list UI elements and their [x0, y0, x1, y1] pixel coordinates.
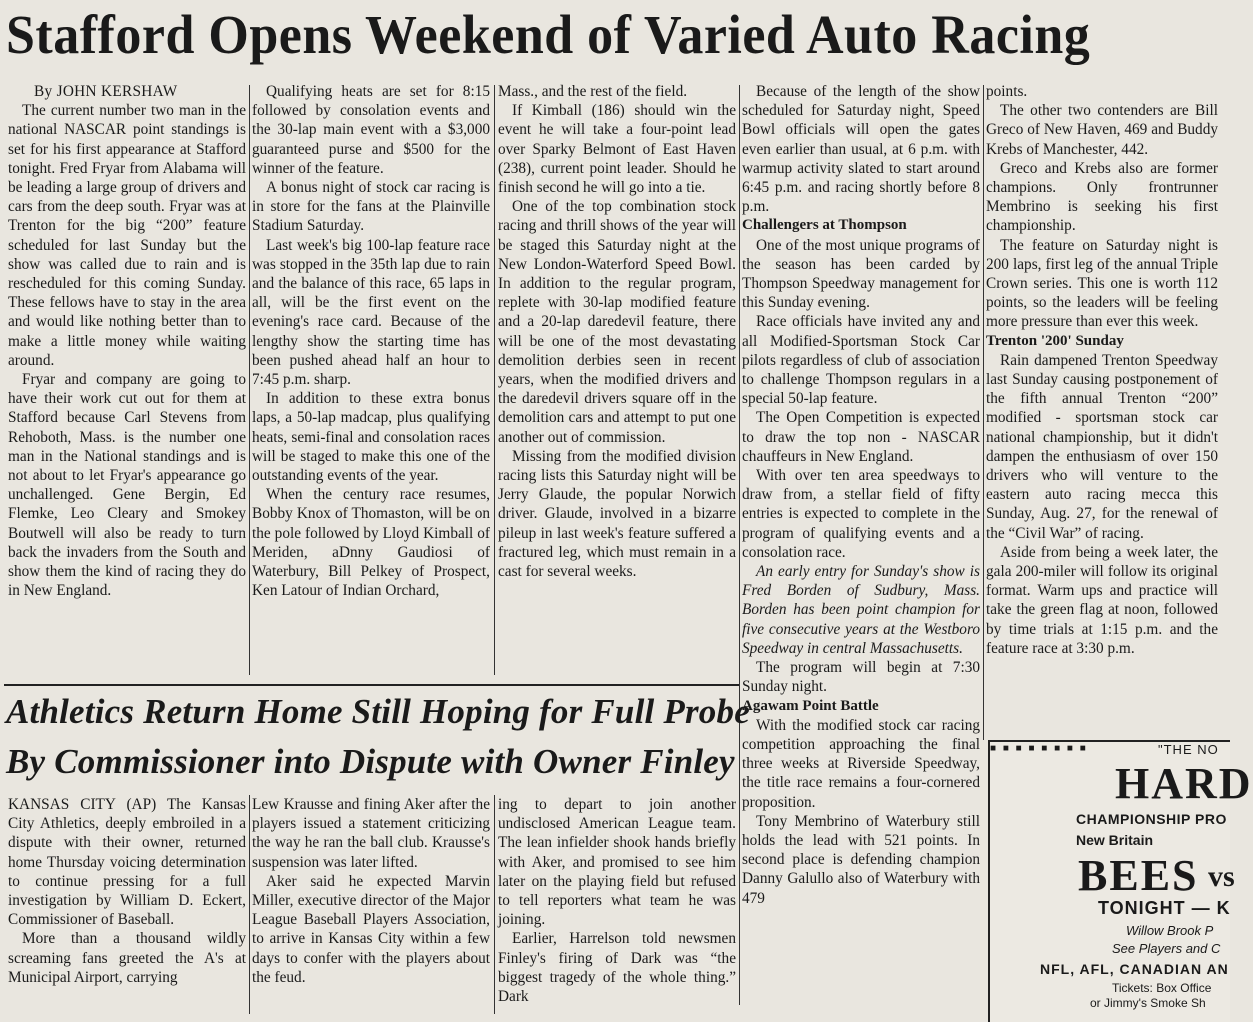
paragraph: If Kimball (186) should win the event he will take a four-point lead over Sparky Belmont of East Haven (238), current point leader. Should he finish second he will go into a tie. — [498, 102, 736, 197]
ad-line: NFL, AFL, CANADIAN AN — [1040, 961, 1229, 977]
article-column-1 — [8, 82, 246, 682]
ad-line: Willow Brook P — [1126, 923, 1214, 938]
subheading: Trenton '200' Sunday — [986, 332, 1124, 349]
paragraph: The other two contenders are Bill Greco of New Haven, 469 and Buddy Krebs of Manchester, 442. — [986, 102, 1218, 158]
column-rule — [983, 85, 984, 740]
paragraph: Race officials have invited any and all Modified-Sportsman Stock Car pilots regardless of club of association to challenge Thompson regulars in a special 50-lap feature. — [742, 313, 980, 408]
paragraph: With the modified stock car racing competition approaching the final three weeks at Riverside Speedway, the title race remains a four-cornered proposition. — [742, 716, 980, 811]
paragraph: Aside from being a week later, the gala 200-miler will follow its original format. Warm ups and practice will take the green flag at noon, followed by time trials at 1:15 p.m. and the feature race at 3:30 p.m. — [986, 543, 1218, 657]
column-rule — [494, 85, 495, 675]
section-divider — [4, 684, 739, 686]
article-column-2 — [252, 82, 490, 682]
column-rule — [249, 85, 250, 675]
byline: By JOHN KERSHAW — [34, 83, 178, 100]
paragraph: When the century race resumes, Bobby Knox of Thomaston, will be on the pole followed by Lloyd Kimball of Meriden, aDnny Gaudiosi of Waterbury, Bill Pelkey of Prospect, Ken Latour of Indian Orchard, — [252, 486, 490, 600]
article-column-4 — [742, 82, 980, 1012]
paragraph: points. — [986, 83, 1028, 100]
ad-title: HARD — [1115, 759, 1253, 808]
article-headline-line-2: By Commissioner into Dispute with Owner Finley — [6, 742, 735, 781]
paragraph: Last week's big 100-lap feature race was stopped in the 35th lap due to rain and the balance of this race, 65 laps in all, will be the first event on the evening's race card. Because of the lengthy show the starting time has been pushed ahead half an hour to 7:45 p.m. sharp. — [252, 236, 490, 389]
subheading: Agawam Point Battle — [742, 697, 879, 714]
article2-column-3 — [498, 795, 736, 1014]
paragraph: The Open Competition is expected to draw the top non - NASCAR chauffeurs in New England. — [742, 409, 980, 465]
paragraph: In addition to these extra bonus laps, a 50-lap madcap, plus qualifying heats, semi-final and consolation races will be staged to make this one of the outstanding events of the year. — [252, 390, 490, 485]
paragraph: An early entry for Sunday's show is Fred Borden of Sudbury, Mass. Borden has been point champion for five consecutive years at the Westboro Speedway in central Massachusetts. — [742, 563, 980, 657]
ad-line: "THE NO — [1158, 742, 1219, 757]
ad-line: Tickets: Box Office — [1112, 981, 1212, 995]
ad-team-name: BEES — [1078, 851, 1199, 900]
article-column-5 — [986, 82, 1218, 732]
paragraph: Qualifying heats are set for 8:15 followed by consolation events and the 30-lap main event with a $3,000 guaranteed purse and $500 for the winner of the feature. — [252, 83, 490, 177]
paragraph: One of the top combination stock racing and thrill shows of the year will be staged this Saturday night at the New London-Waterford Speed Bowl. In addition to the regular program, replete with 30-lap modified feature and a 20-lap daredevil feature, there will be one of the most devastating demolition derbies seen in recent years, when the modified drivers and the daredevil drivers square off in the demolition cars and attempt to put one another out of commission. — [498, 198, 736, 446]
ad-line: New Britain — [1076, 832, 1154, 848]
column-rule — [249, 795, 250, 1014]
ad-line: See Players and C — [1112, 941, 1221, 956]
paragraph: Rain dampened Trenton Speedway last Sunday causing postponement of the fifth annual Trenton “200” modified - sportsman stock car national championship, but it didn't dampen the enthusiasm of over 150 drivers who will venture to the eastern auto racing mecca this Sunday, Aug. 27, for the renewal of the “Civil War” of racing. — [986, 351, 1218, 542]
paragraph: Tony Membrino of Waterbury still holds the lead with 521 points. In second place is defending champion Danny Galullo also of Waterbury with 479 — [742, 812, 980, 907]
paragraph: Because of the length of the show scheduled for Saturday night, Speed Bowl officials will open the gates even earlier than usual, at 6 p.m. with warmup activity slated to start around 6:45 p.m. and racing shortly before 8 p.m. — [742, 83, 980, 216]
ad-dot-leader: ■ ■ ■ ■ ■ ■ ■ ■ — [990, 743, 1088, 754]
paragraph: A bonus night of stock car racing is in store for the fans at the Plainville Stadium Saturday. — [252, 179, 490, 235]
ad-line: or Jimmy's Smoke Sh — [1090, 996, 1206, 1010]
paragraph: Greco and Krebs also are former champions. Only frontrunner Membrino is seeking his first championship. — [986, 159, 1218, 235]
paragraph: Missing from the modified division racing lists this Saturday night will be Jerry Glaude, the popular Norwich driver. Glaude, involved in a bizarre pileup in last week's feature suffered a fractured leg, which must remain in a cast for several weeks. — [498, 447, 736, 581]
paragraph: The feature on Saturday night is 200 laps, first leg of the annual Triple Crown series. This one is worth 112 points, so the leaders will be feeling more pressure than ever this week. — [986, 236, 1218, 331]
paragraph: More than a thousand wildly screaming fans greeted the A's at Municipal Airport, carrying — [8, 930, 246, 986]
paragraph: Lew Krausse and fining Aker after the players issued a statement criticizing the way he ran the ball club. Krausse's suspension was later lifted. — [252, 796, 490, 871]
ad-line: CHAMPIONSHIP PRO — [1076, 811, 1227, 827]
paragraph: Earlier, Harrelson told newsmen Finley's firing of Dark was “the biggest tragedy of the whole thing.” Dark — [498, 930, 736, 1006]
article2-column-1 — [8, 795, 246, 1014]
article2-column-2 — [252, 795, 490, 1014]
article-headline-line-1: Athletics Return Home Still Hoping for Full Probe — [6, 692, 750, 731]
article-headline: Stafford Opens Weekend of Varied Auto Racing — [6, 5, 1091, 66]
paragraph: ing to depart to join another undisclosed American League team. The lean infielder shook hands briefly with Aker, and promised to see him later on the playing field but refused to tell reporters what team he was joining. — [498, 796, 736, 929]
ad-versus: vs — [1208, 860, 1235, 893]
paragraph: Aker said he expected Marvin Miller, executive director of the Major League Baseball Players Association, to arrive in Kansas City within a few days to confer with the players about the feud. — [252, 872, 490, 986]
paragraph: With over ten area speedways to draw from, a stellar field of fifty entries is expected to complete in the program of qualifying events and a consolation race. — [742, 467, 980, 561]
article-column-3 — [498, 82, 736, 682]
advertisement — [988, 740, 1253, 1022]
paragraph: One of the most unique programs of the season has been carded by Thompson Speedway management for this Sunday evening. — [742, 236, 980, 312]
paragraph: The program will begin at 7:30 Sunday night. — [742, 659, 980, 696]
paragraph: The current number two man in the national NASCAR point standings is set for his first appearance at Stafford tonight. Fred Fryar from Alabama will be leading a large group of drivers and cars from the deep south. Fryar was at Trenton for the big “200” feature scheduled for last Sunday but the show was called due to rain and is rescheduled for this coming Sunday. These fellows have to stay in the area and would like nothing better than to make a little money while waiting around. — [8, 102, 246, 369]
ad-line: TONIGHT — K — [1098, 898, 1231, 918]
paragraph: Mass., and the rest of the field. — [498, 83, 688, 100]
paragraph: KANSAS CITY (AP) The Kansas City Athletics, deeply embroiled in a dispute with their owner, returned home Thursday voicing determination to continue pressing for a full investigation by William D. Eckert, Commissioner of Baseball. — [8, 796, 246, 929]
paragraph: Fryar and company are going to have their work cut out for them at Stafford because Carl Stevens from Rehoboth, Mass. is the number one man in the National standings and is not about to let Fryar's appearance go unchallenged. Gene Bergin, Ed Flemke, Leo Cleary and Smokey Boutwell will also be ready to turn back the invaders from the South and show them the kind of racing they do in New England. — [8, 371, 246, 600]
column-rule — [739, 85, 740, 1005]
subheading: Challengers at Thompson — [742, 217, 907, 234]
column-rule — [494, 795, 495, 1014]
